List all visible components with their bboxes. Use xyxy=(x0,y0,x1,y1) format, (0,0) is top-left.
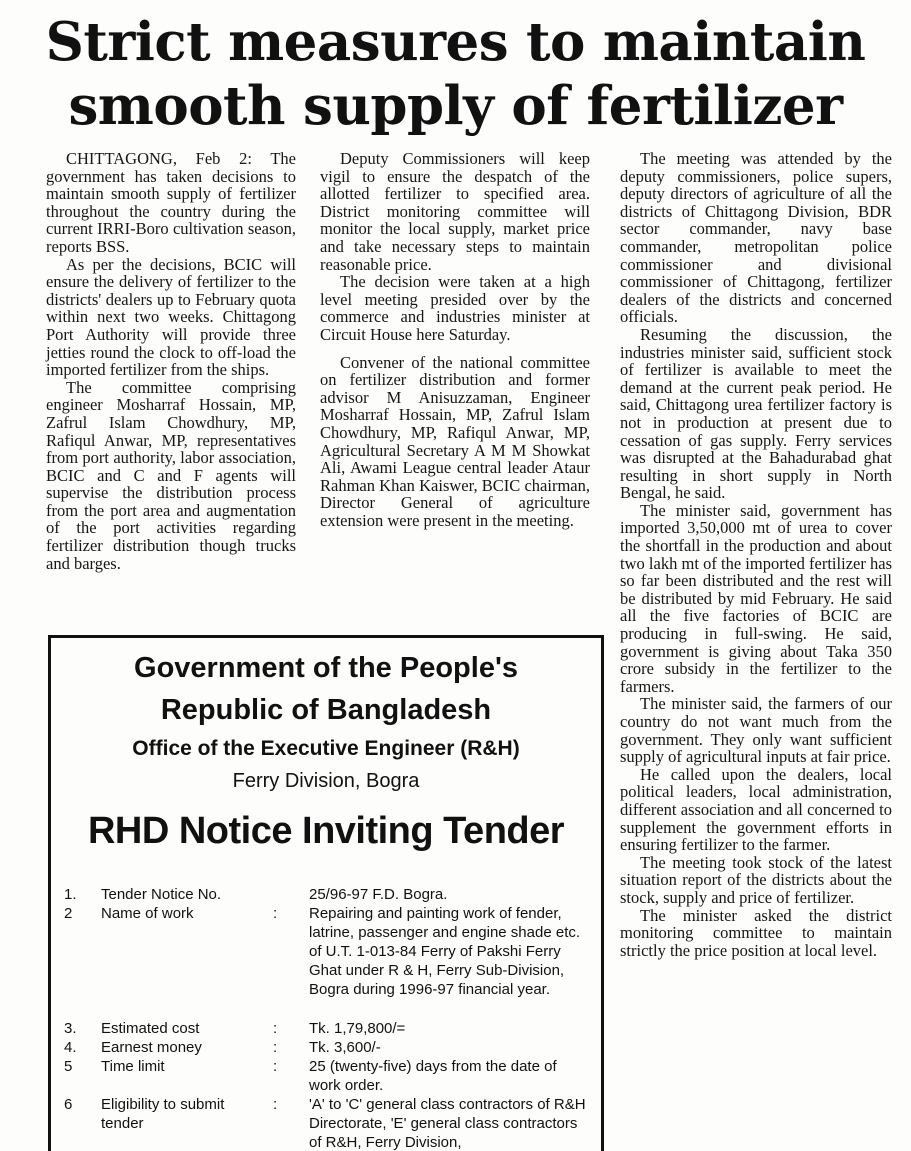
paragraph: Convener of the national committee on fertilizer distribution and former advisor M Anisuzzaman, Engineer Mosharraf Hossain, MP, Zafrul Islam Chowdhury, MP, Rafiqul Anwar, MP, Agricultural Secretary A M M Showkat Ali, Awami League central leader Ataur Rahman Khan Kaiswer, BCIC chairman, Director General of agriculture extension were present in the meeting. xyxy=(320,352,590,530)
paragraph: The decision were taken at a high level meeting presided over by the commerce and industries minister at Circuit House here Saturday. xyxy=(320,272,590,344)
article-column-3 xyxy=(620,150,892,959)
row-separator: : xyxy=(273,1039,278,1056)
notice-govt-title: Government of the People's xyxy=(134,652,518,684)
paragraph: The committee comprising engineer Mosharraf Hossain, MP, Zafrul Islam Chowdhury, MP, Rafiqul Anwar, MP, representatives from port authority, labor association, BCIC and C and F agents will supervise the distribution process from the port area and augmentation of the port activities regarding fertilizer distribution though trucks and barges. xyxy=(46,377,296,573)
tender-notice-ad xyxy=(48,635,604,1151)
row-value: 'A' to 'C' general class contractors of R&H Directorate, 'E' general class contractors of R&H, Ferry Division, xyxy=(309,1096,586,1151)
row-separator: : xyxy=(273,1058,278,1075)
paragraph: As per the decisions, BCIC will ensure the delivery of fertilizer to the districts' dealers up to February quota within next two weeks. Chittagong Port Authority will provide three jetties round the clock to off-load the imported fertilizer from the ships. xyxy=(46,254,296,380)
row-number: 5 xyxy=(64,1058,73,1075)
row-label: Tender Notice No. xyxy=(101,886,222,903)
row-label: Time limit xyxy=(101,1058,165,1075)
row-number: 4. xyxy=(64,1039,77,1056)
row-label: Name of work xyxy=(101,905,194,922)
row-label: Eligibility to submit tender xyxy=(101,1096,225,1132)
paragraph: He called upon the dealers, local political leaders, local administration, different association and all concerned to supplement the government efforts in ensuring fertilizer to the farmer. xyxy=(620,764,892,855)
notice-heading: RHD Notice Inviting Tender xyxy=(87,810,565,852)
row-separator: : xyxy=(273,1020,278,1037)
paragraph: The meeting was attended by the deputy commissioners, police supers, deputy directors of agriculture of all the districts of Chittagong Division, BDR sector commander, navy base commander, metropolitan police commissioner and divisional commissioner of Chittagong, fertilizer dealers of the districts and concerned officials. xyxy=(620,149,892,327)
article-headline xyxy=(18,10,893,138)
row-separator: : xyxy=(273,1096,278,1113)
notice-office: Office of the Executive Engineer (R&H) xyxy=(132,737,520,760)
row-number: 2 xyxy=(64,905,73,922)
paragraph: The minister asked the district monitoring committee to maintain strictly the price position at local level. xyxy=(620,905,892,960)
row-value: Repairing and painting work of fender, latrine, passenger and engine shade etc. of U.T. 1-013-84 Ferry of Pakshi Ferry Ghat under R & H, Ferry Sub-Division, Bogra during 1996-97 financial year. xyxy=(309,905,581,998)
paragraph: Resuming the discussion, the industries minister said, sufficient stock of fertilizer is available to meet the demand at the current peak period. He said, Chittagong urea fertilizer factory is not in production at present due to cessation of gas supply. Ferry services was disrupted at the Bahadurabad ghat resulting in short supply in North Bengal, he said. xyxy=(620,324,892,503)
row-label: Earnest money xyxy=(101,1039,202,1056)
row-value: Tk. 1,79,800/= xyxy=(309,1020,406,1037)
paragraph: The meeting took stock of the latest situation report of the districts about the stock, supply and price of fertilizer. xyxy=(620,852,892,907)
row-number: 1. xyxy=(64,886,77,903)
notice-division: Ferry Division, Bogra xyxy=(232,770,420,792)
article-column-2 xyxy=(320,150,590,529)
row-number: 6 xyxy=(64,1096,73,1113)
paragraph: CHITTAGONG, Feb 2: The government has taken decisions to maintain smooth supply of fertilizer throughout the country during the current IRRI-Boro cultivation season, reports BSS. xyxy=(46,149,296,256)
article-column-1 xyxy=(46,150,296,572)
notice-govt-subtitle: Republic of Bangladesh xyxy=(160,694,492,726)
row-value: Tk. 3,600/- xyxy=(309,1039,381,1056)
paragraph: Deputy Commissioners will keep vigil to ensure the despatch of the allotted fertilizer to specified area. District monitoring committee will monitor the local supply, market price and take necessary steps to maintain reasonable price. xyxy=(320,149,590,274)
paragraph: The minister said, the farmers of our country do not want much from the government. They only want sufficient supply of agricultural inputs at fair price. xyxy=(620,694,892,767)
headline-line-1: Strict measures to maintain xyxy=(45,11,866,73)
paragraph: The minister said, government has imported 3,50,000 mt of urea to cover the shortfall in the production and about two lakh mt of the imported fertilizer has so far been distributed and the rest will be distributed by mid February. He said all the five factories of BCIC are producing in full-swing. He said, government is giving about Taka 350 crore subsidy in the fertilizer to the farmers. xyxy=(620,500,892,696)
row-separator: : xyxy=(273,905,278,922)
row-number: 3. xyxy=(64,1020,77,1037)
headline-line-2: smooth supply of fertilizer xyxy=(68,75,843,137)
row-value: 25/96-97 F.D. Bogra. xyxy=(309,886,448,903)
row-label: Estimated cost xyxy=(101,1020,200,1037)
row-value: 25 (twenty-five) days from the date of work order. xyxy=(309,1058,557,1094)
